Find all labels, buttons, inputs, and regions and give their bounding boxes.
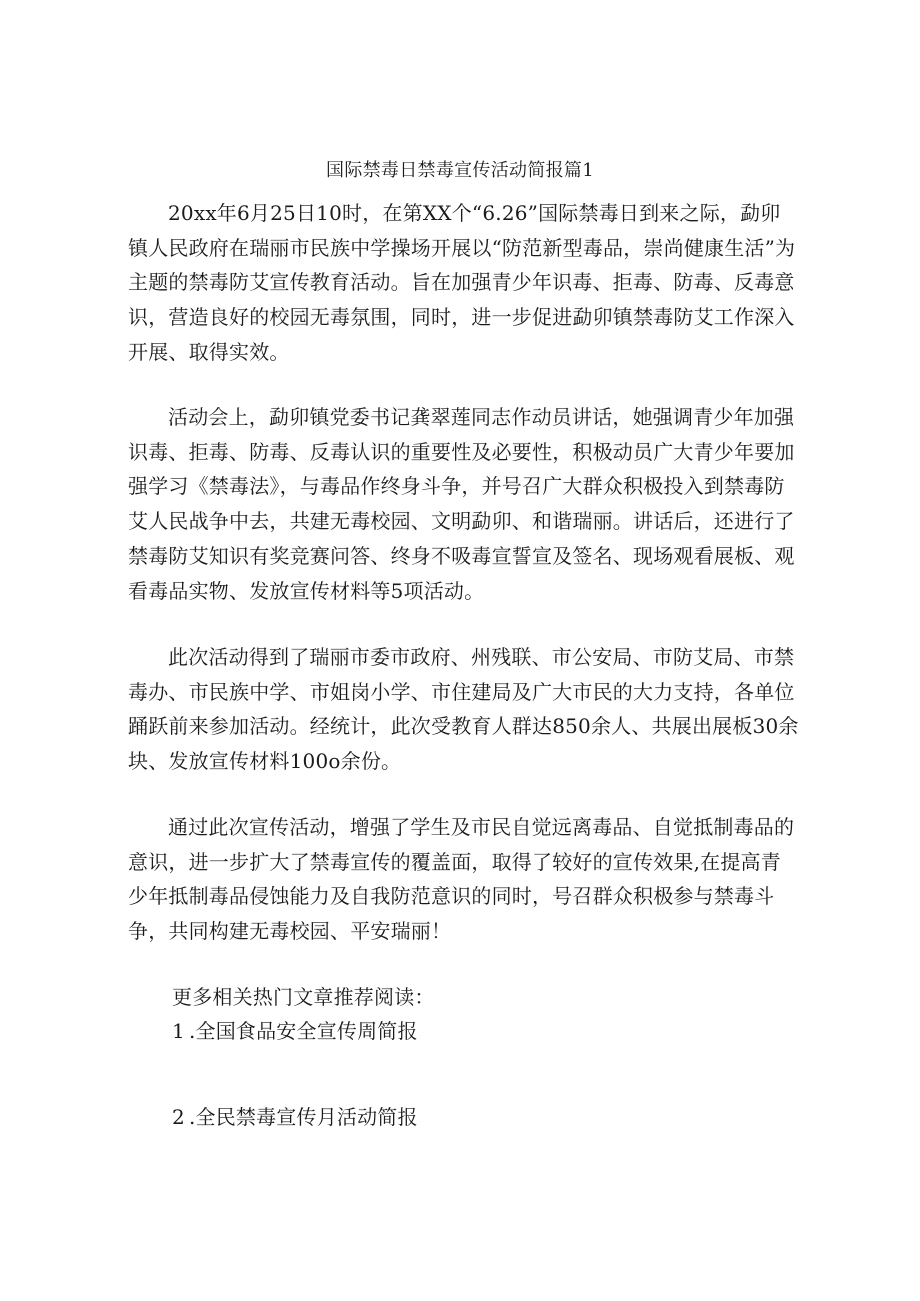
related-article-title: .全民禁毒宣传月活动简报	[188, 1105, 418, 1129]
related-article-number: 2	[172, 1105, 185, 1129]
paragraph-meeting: 活动会上，勐卯镇党委书记龚翠莲同志作动员讲话，她强调青少年加强识毒、拒毒、防毒、反毒认识的重要性及必要性，积极动员广大青少年要加强学习《禁毒法》，与毒品作终身斗争，并号召广大群众积极投入到禁毒防艾人民战争中去，共建无毒校园、文明勐卯、和谐瑞丽。讲话后，还进行了禁毒防艾知识有奖竞赛问答、终身不吸毒宣誓宣及签名、现场观看展板、观看毒品实物、发放宣传材料等5项活动。	[128, 405, 795, 603]
more-reading-label: 更多相关热门文章推荐阅读：	[172, 985, 435, 1009]
related-article-number: 1	[172, 1019, 185, 1043]
related-article-link[interactable]	[172, 1100, 418, 1134]
related-article-link[interactable]	[172, 1014, 418, 1048]
paragraph-intro: 20xx年6月25日10时，在第XX个“6.26”国际禁毒日到来之际，勐卯镇人民政府在瑞丽市民族中学操场开展以“防范新型毒品，崇尚健康生活”为主题的禁毒防艾宣传教育活动。旨在加强青少年识毒、拒毒、防毒、反毒意识，营造良好的校园无毒氛围，同时，进一步促进勐卯镇禁毒防艾工作深入开展、取得实效。	[128, 201, 796, 364]
document-title: 国际禁毒日禁毒宣传活动简报篇1	[326, 160, 594, 181]
related-article-title: .全国食品安全宣传周简报	[188, 1019, 418, 1043]
paragraph-conclusion: 通过此次宣传活动，增强了学生及市民自觉远离毒品、自觉抵制毒品的意识，进一步扩大了禁毒宣传的覆盖面，取得了较好的宣传效果,在提高青少年抵制毒品侵蚀能力及自我防范意识的同时，号召群众积极参与禁毒斗争，共同构建无毒校园、平安瑞丽！	[128, 815, 795, 944]
paragraph-support: 此次活动得到了瑞丽市委市政府、州残联、市公安局、市防艾局、市禁毒办、市民族中学、市姐岗小学、市住建局及广大市民的大力支持，各单位踊跃前来参加活动。经统计，此次受教育人群达850余人、共展出展板30余块、发放宣传材料100o余份。	[128, 645, 799, 774]
